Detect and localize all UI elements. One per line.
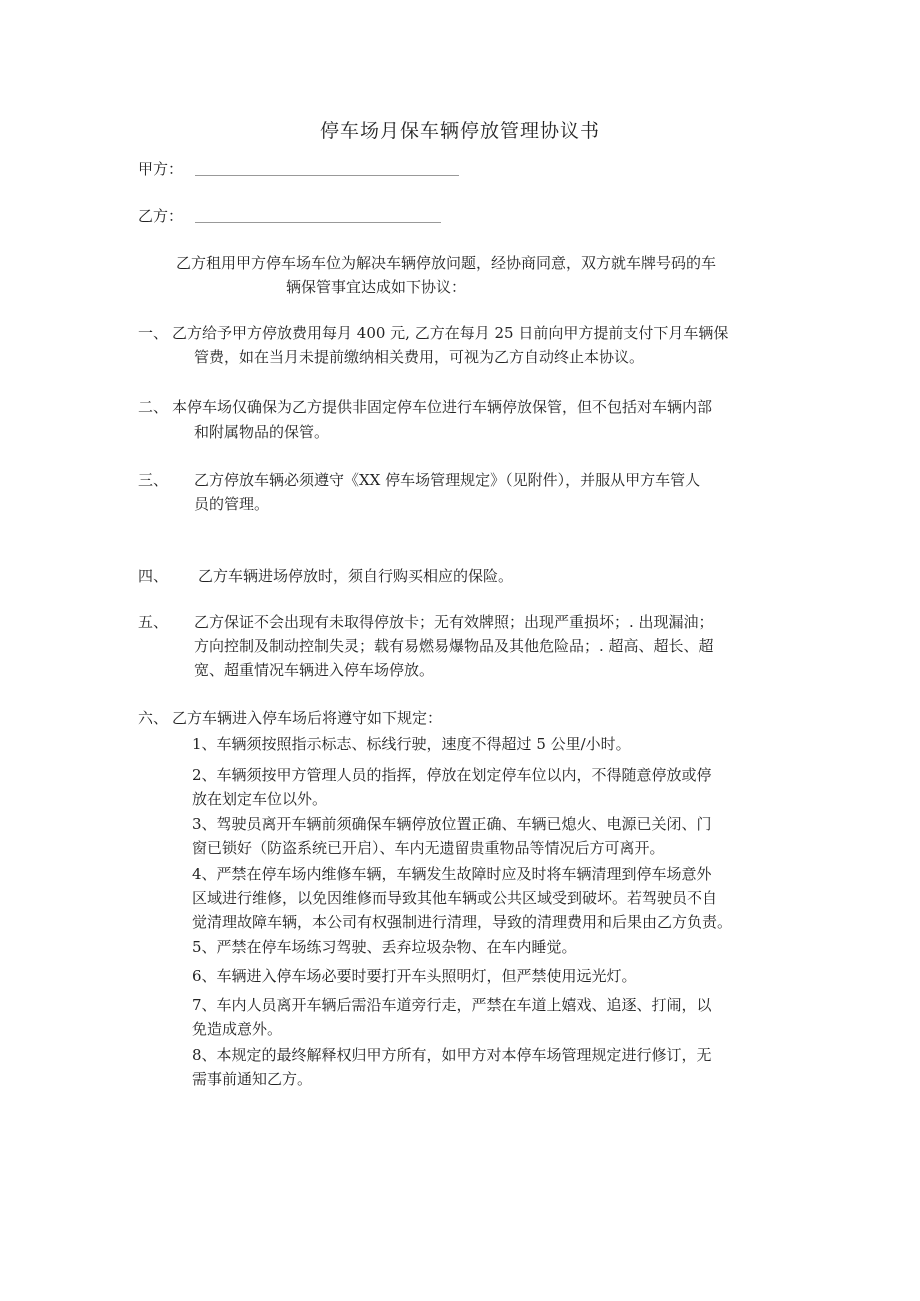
- clause-text: 乙方车辆进场停放时，须自行购买相应的保险。: [198, 567, 514, 585]
- party-b-blank-line: [195, 222, 441, 223]
- party-a: [138, 158, 183, 179]
- clause-text: 员的管理。: [194, 495, 270, 513]
- rule-item: 需事前通知乙方。: [192, 1070, 313, 1088]
- clause-text: 宽、超重情况车辆进入停车场停放。: [194, 661, 435, 679]
- rule-item: 1、车辆须按照指示标志、标线行驶，速度不得超过 5 公里/小时。: [192, 735, 631, 753]
- rule-item: 窗已锁好（防盗系统已开启）、车内无遗留贵重物品等情况后方可离开。: [192, 839, 665, 857]
- clause-number: 一、: [138, 324, 169, 342]
- rule-item: 6、车辆进入停车场必要时要打开车头照明灯，但严禁使用远光灯。: [192, 967, 637, 985]
- party-a-label: 甲方：: [138, 160, 184, 178]
- rule-item: 8、本规定的最终解释权归甲方所有，如甲方对本停车场管理规定进行修订，无: [192, 1046, 712, 1064]
- rule-item: 觉清理故障车辆，本公司有权强制进行清理，导致的清理费用和后果由乙方负责。: [192, 913, 733, 931]
- clause-text: 乙方停放车辆必须遵守《XX 停车场管理规定》（见附件），并服从甲方车管人: [194, 471, 701, 489]
- document-title: 停车场月保车辆停放管理协议书: [319, 120, 600, 142]
- clause-number: 三、: [138, 471, 169, 489]
- clause-number: 二、: [138, 398, 169, 416]
- rule-item: 放在划定车位以外。: [192, 790, 328, 808]
- rule-item: 2、车辆须按甲方管理人员的指挥，停放在划定停车位以内，不得随意停放或停: [192, 766, 712, 784]
- clause-text: 方向控制及制动控制失灵；载有易燃易爆物品及其他危险品；. 超高、超长、超: [194, 637, 714, 655]
- clause-text: 和附属物品的保管。: [194, 423, 330, 441]
- clause-number: 四、: [138, 567, 169, 585]
- intro-line-1: 乙方租用甲方停车场车位为解决车辆停放问题，经协商同意，双方就车牌号码的车: [176, 254, 717, 272]
- clause-text: 管费，如在当月未提前缴纳相关费用，可视为乙方自动终止本协议。: [194, 348, 645, 366]
- rule-item: 5、严禁在停车场练习驾驶、丢弃垃圾杂物、在车内睡觉。: [192, 938, 577, 956]
- clause-text: 乙方保证不会出现有未取得停放卡；无有效牌照；出现严重损坏；. 出现漏油；: [194, 613, 714, 631]
- party-a-blank-line: [195, 175, 459, 176]
- clause-number: 六、: [138, 709, 169, 727]
- rule-item: 3、驾驶员离开车辆前须确保车辆停放位置正确、车辆已熄火、电源已关闭、门: [192, 815, 712, 833]
- clause-text: 乙方车辆进入停车场后将遵守如下规定：: [172, 709, 443, 727]
- intro-line-2: 辆保管事宜达成如下协议：: [286, 278, 467, 296]
- rule-item: 免造成意外。: [192, 1020, 283, 1038]
- party-b: [138, 205, 183, 226]
- rule-item: 4、严禁在停车场内维修车辆，车辆发生故障时应及时将车辆清理到停车场意外: [192, 865, 712, 883]
- rule-item: 7、车内人员离开车辆后需沿车道旁行走，严禁在车道上嬉戏、追逐、打闹，以: [192, 996, 712, 1014]
- clause-text: 本停车场仅确保为乙方提供非固定停车位进行车辆停放保管，但不包括对车辆内部: [172, 398, 713, 416]
- clause-text: 乙方给予甲方停放费用每月 400 元, 乙方在每月 25 日前向甲方提前支付下月车辆保: [172, 324, 729, 342]
- party-b-label: 乙方：: [138, 207, 184, 225]
- rule-item: 区域进行维修，以免因维修而导致其他车辆或公共区域受到破坏。若驾驶员不自: [192, 889, 718, 907]
- clause-number: 五、: [138, 613, 169, 631]
